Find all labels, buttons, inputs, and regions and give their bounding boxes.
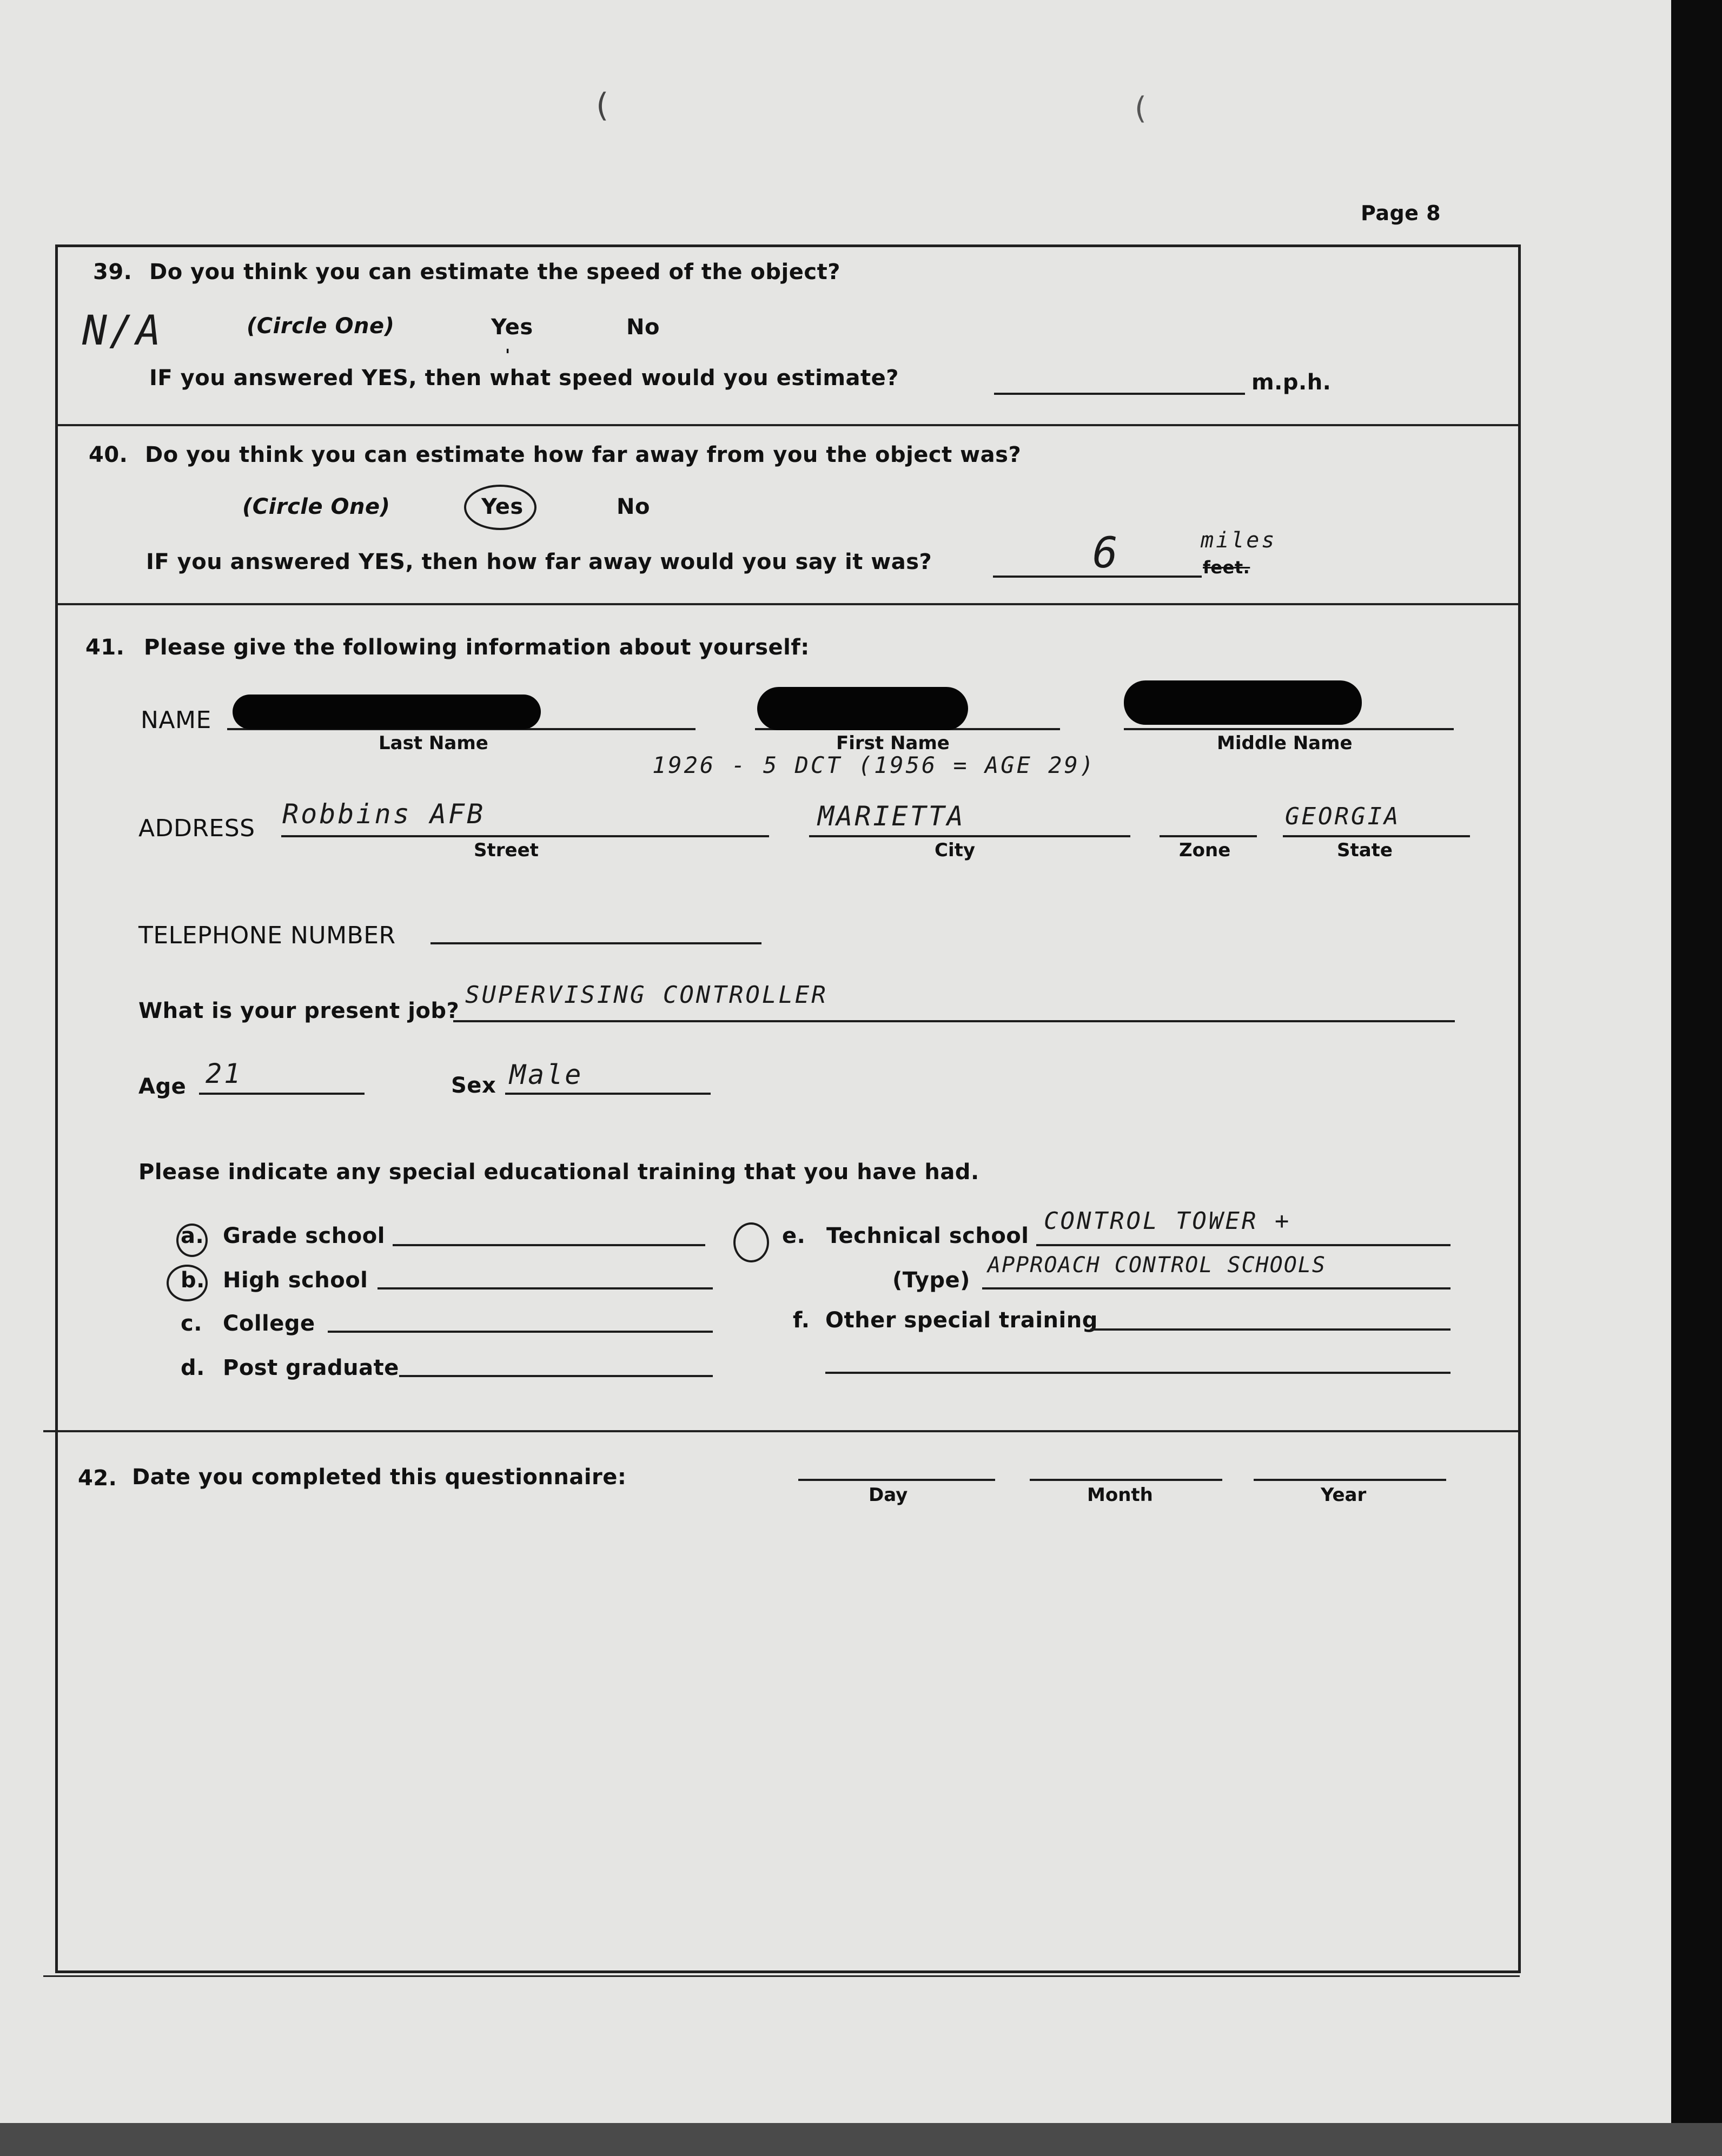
middle-name-redaction [1124, 680, 1362, 725]
q39-yes: Yes [491, 315, 533, 340]
grade-school-label: Grade school [223, 1224, 385, 1248]
q39-speed-line [994, 393, 1245, 395]
city-value: MARIETTA [818, 801, 965, 832]
last-name-label: Last Name [379, 732, 488, 754]
q42-number: 42. [78, 1466, 117, 1491]
job-label: What is your present job? [138, 998, 460, 1023]
q41-heading: Please give the following information about yourself: [144, 635, 810, 660]
technical-school-label: Technical school [826, 1224, 1029, 1248]
other-training-letter: f. [793, 1308, 810, 1333]
q39-annotation: N/A [82, 306, 163, 354]
college-label: College [223, 1311, 315, 1336]
q40-unit-struck: feet. [1203, 557, 1250, 578]
type-label: (Type) [892, 1268, 970, 1293]
state-line [1283, 835, 1470, 837]
city-label: City [935, 839, 976, 861]
high-school-line [377, 1287, 713, 1289]
job-value: SUPERVISING CONTROLLER [465, 981, 828, 1009]
type-value: APPROACH CONTROL SCHOOLS [988, 1253, 1326, 1278]
college-letter: c. [181, 1311, 202, 1336]
q40-number: 40. [89, 442, 128, 467]
q40-yes-circle [464, 485, 537, 530]
first-name-label: First Name [836, 732, 950, 754]
high-school-label: High school [223, 1268, 368, 1293]
divider-39-40 [55, 424, 1518, 426]
q39-circle-label: (Circle One) [247, 314, 395, 339]
divider-40-41 [55, 603, 1518, 605]
sex-line [505, 1093, 711, 1095]
q39-no: No [626, 315, 660, 340]
type-line [982, 1287, 1451, 1289]
street-value: Robbins AFB [282, 798, 486, 830]
month-label: Month [1087, 1484, 1153, 1506]
age-line [199, 1093, 365, 1095]
q39-number: 39. [93, 260, 133, 285]
q39-followup: IF you answered YES, then what speed would you estimate? [149, 366, 899, 391]
telephone-label: TELEPHONE NUMBER [138, 922, 396, 949]
q40-answer: 6 [1092, 529, 1120, 578]
year-line [1254, 1479, 1446, 1481]
q40-no: No [617, 494, 650, 519]
scan-edge-right [1671, 0, 1722, 2156]
zone-line [1160, 835, 1257, 837]
grade-school-line [393, 1244, 705, 1246]
technical-school-letter: e. [782, 1224, 806, 1248]
other-training-label: Other special training [825, 1308, 1098, 1333]
day-label: Day [869, 1484, 908, 1506]
technical-school-line [1036, 1244, 1451, 1246]
middle-name-line [1124, 728, 1454, 730]
q40-unit-written: miles [1201, 528, 1277, 553]
last-name-redaction [233, 695, 541, 729]
bottom-rule [43, 1975, 1520, 1977]
q39-question: Do you think you can estimate the speed of the object? [149, 260, 840, 285]
grade-school-letter: a. [181, 1224, 204, 1248]
other-training-line [1090, 1328, 1451, 1331]
year-label: Year [1321, 1484, 1367, 1506]
q40-followup: IF you answered YES, then how far away would you say it was? [146, 550, 932, 574]
telephone-line [431, 942, 761, 944]
page-label: Page 8 [1361, 201, 1441, 225]
city-line [809, 835, 1130, 837]
high-school-letter: b. [181, 1268, 205, 1293]
q42-question: Date you completed this questionnaire: [132, 1465, 627, 1490]
scan-mark-left: ( [596, 87, 609, 124]
technical-school-circle [733, 1222, 769, 1262]
sex-label: Sex [451, 1073, 496, 1098]
scan-edge-bottom [0, 2123, 1722, 2156]
other-training-line-2 [825, 1372, 1451, 1374]
age-label: Age [138, 1074, 187, 1099]
college-line [328, 1331, 713, 1333]
sex-value: Male [509, 1059, 584, 1090]
q40-yes: Yes [481, 494, 524, 519]
state-label: State [1337, 839, 1393, 861]
q39-unit: m.p.h. [1251, 370, 1332, 395]
zone-label: Zone [1179, 839, 1231, 861]
name-label: NAME [141, 706, 211, 734]
job-line [453, 1020, 1455, 1022]
middle-name-label: Middle Name [1217, 732, 1353, 754]
post-graduate-line [399, 1375, 713, 1377]
q40-circle-label: (Circle One) [242, 494, 390, 519]
education-heading: Please indicate any special educational training that you have had. [138, 1160, 979, 1185]
address-label: ADDRESS [138, 815, 255, 842]
first-name-redaction [757, 687, 968, 730]
divider-41-42 [43, 1430, 1518, 1432]
scan-mark-right: ( [1135, 91, 1147, 126]
age-value: 21 [206, 1058, 243, 1089]
state-value: GEORGIA [1285, 803, 1401, 830]
technical-school-value: CONTROL TOWER + [1044, 1207, 1292, 1235]
q40-question: Do you think you can estimate how far away from you the object was? [145, 442, 1022, 467]
day-line [798, 1479, 995, 1481]
birth-note: 1926 - 5 DCT (1956 = AGE 29) [652, 752, 1096, 778]
street-label: Street [474, 839, 539, 861]
post-graduate-letter: d. [181, 1355, 205, 1380]
q39-tick: ' [505, 346, 511, 365]
month-line [1030, 1479, 1222, 1481]
q41-number: 41. [85, 635, 125, 660]
street-line [281, 835, 769, 837]
post-graduate-label: Post graduate [223, 1355, 399, 1380]
